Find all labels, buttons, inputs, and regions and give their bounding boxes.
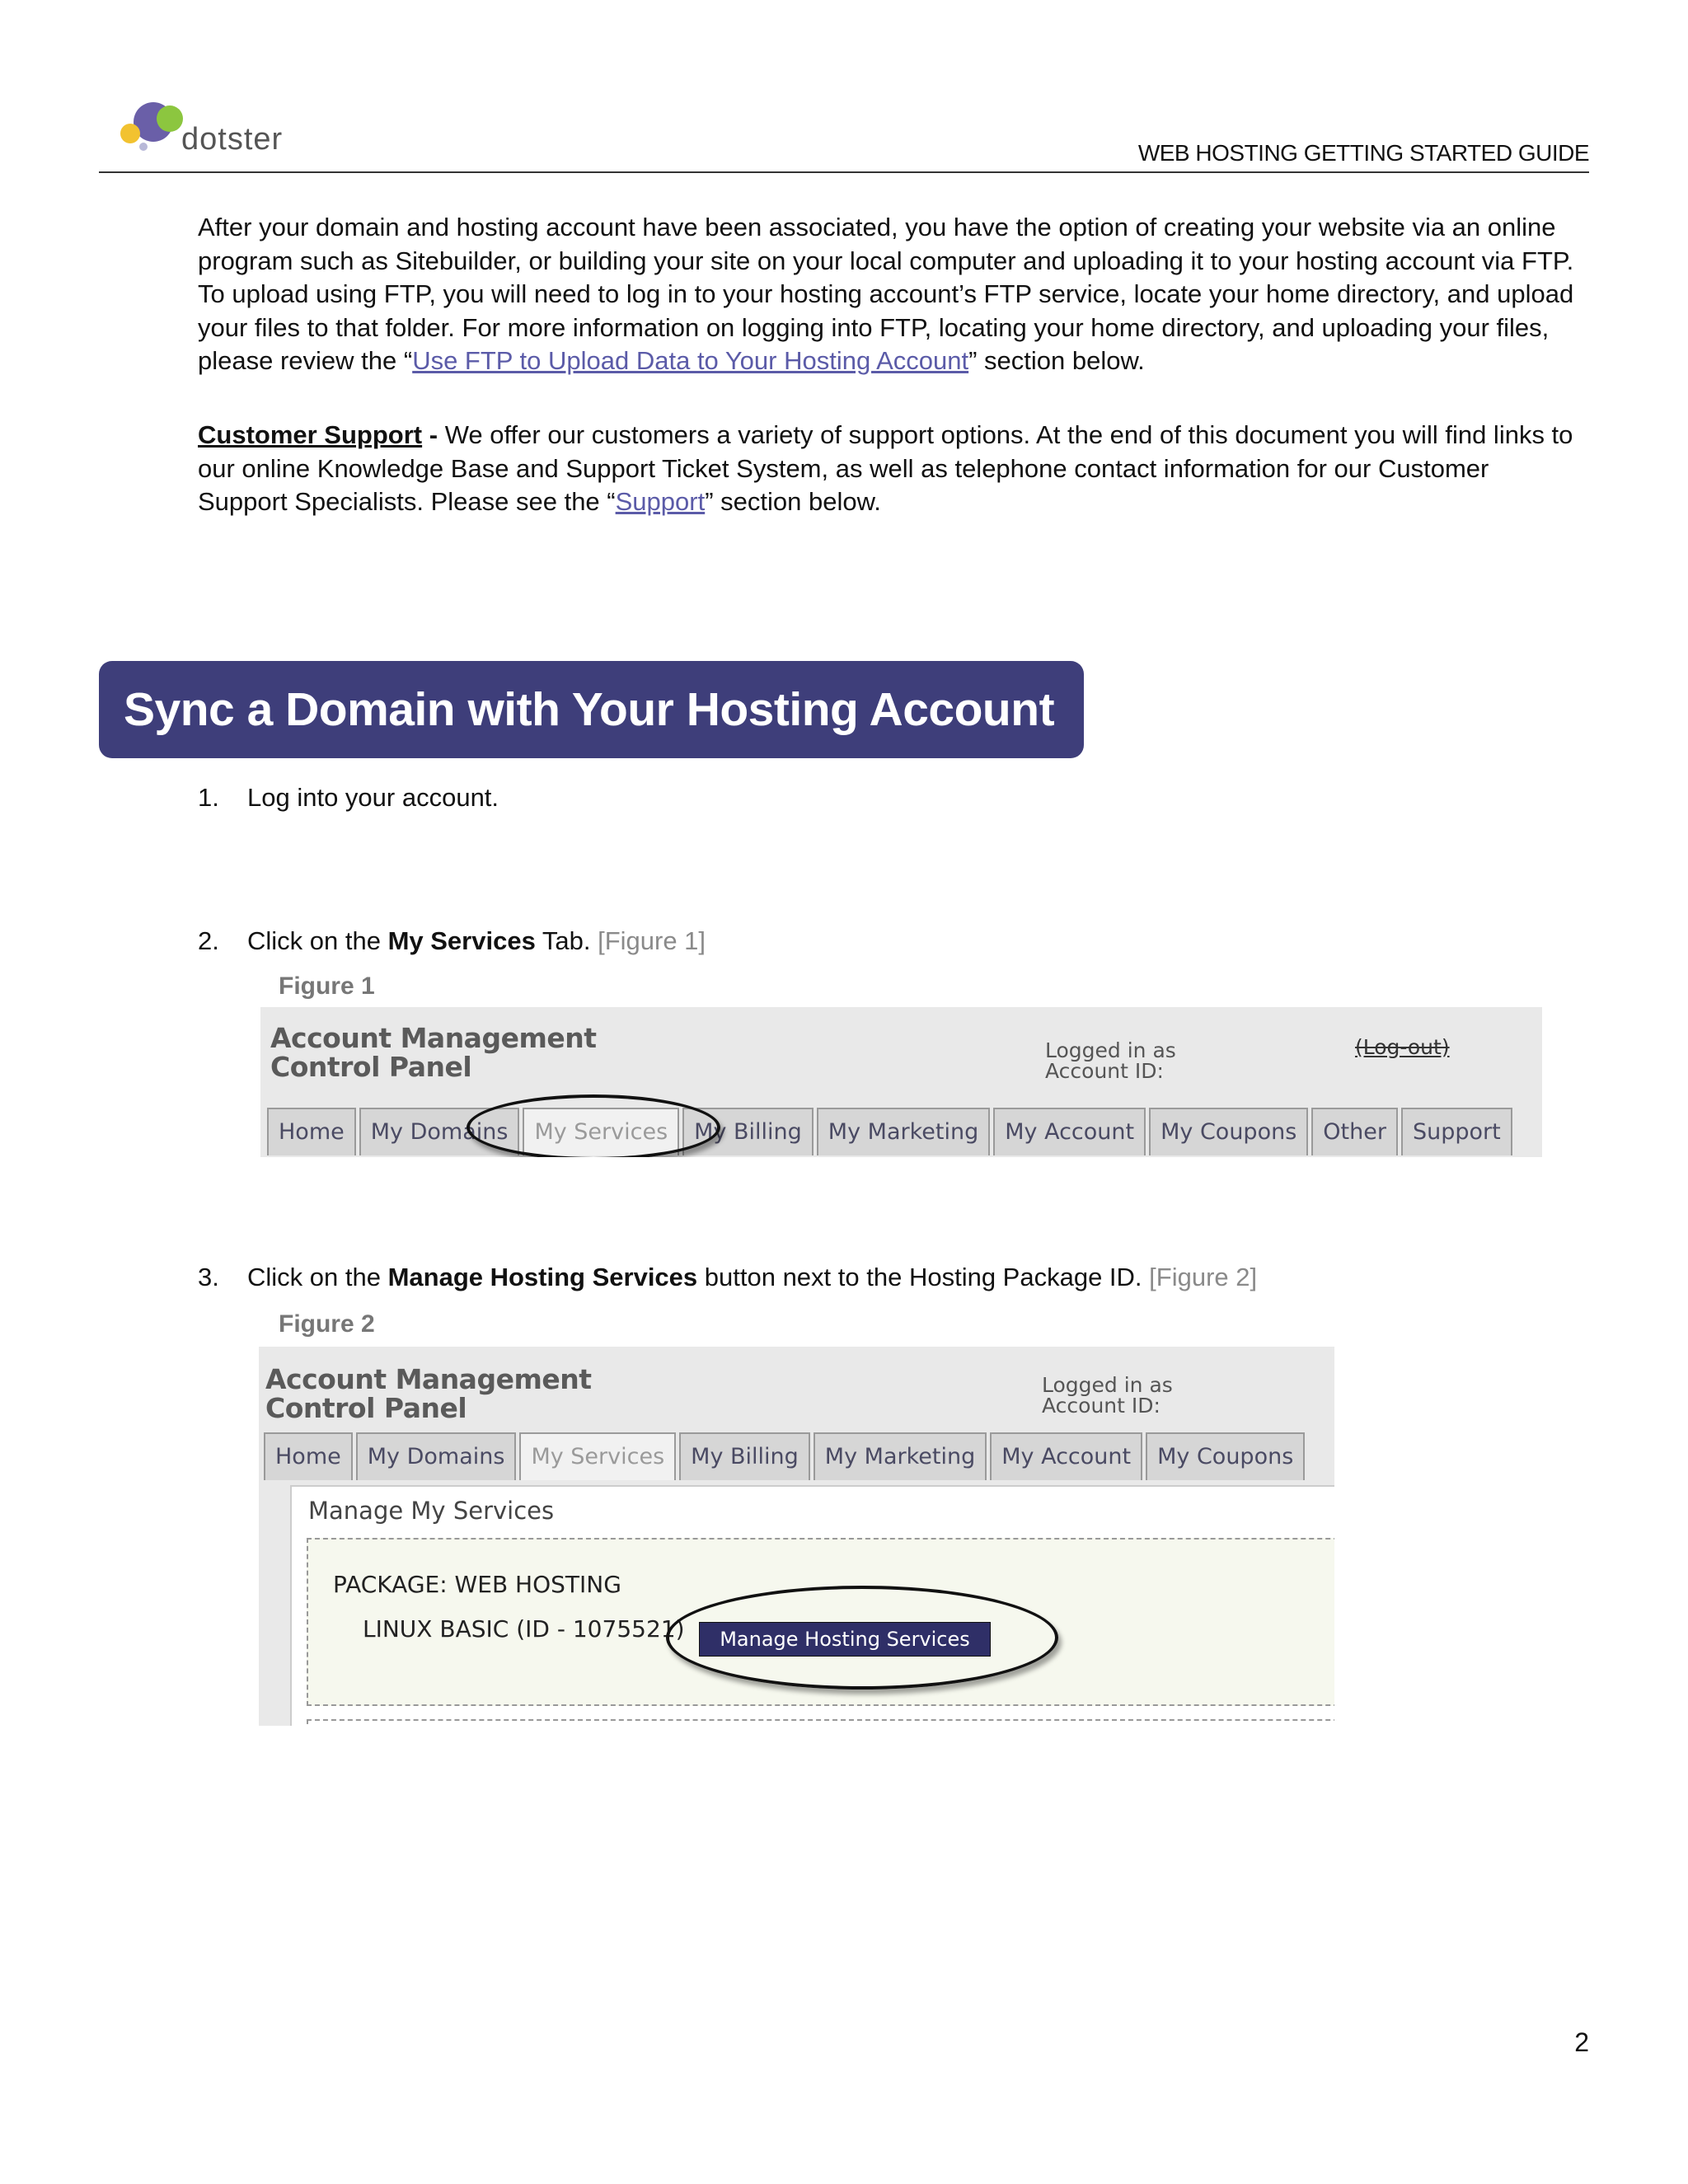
guide-title: WEB HOSTING GETTING STARTED GUIDE <box>1137 140 1589 166</box>
logged-in-line2: Account ID: <box>1045 1059 1164 1083</box>
section-banner <box>99 661 1084 758</box>
step-text: Log into your account. <box>247 783 499 812</box>
logged-in-info <box>1045 1040 1176 1081</box>
intro-text-end: ” section below. <box>968 346 1145 375</box>
step-text-post: Tab. <box>535 926 598 955</box>
dotster-logo <box>115 97 297 163</box>
step-bold: My Services <box>387 926 536 955</box>
panel-title-line1: Account Management <box>265 1363 592 1395</box>
ftp-section-link[interactable]: Use FTP to Upload Data to Your Hosting Account <box>412 346 969 375</box>
step-number: 2. <box>198 926 219 955</box>
step-bold: Manage Hosting Services <box>387 1263 698 1291</box>
dotster-logo-icon <box>115 97 190 163</box>
support-paragraph <box>198 419 1582 519</box>
figure-1-label: Figure 1 <box>279 972 375 1000</box>
panel-title-line2: Control Panel <box>265 1392 467 1424</box>
logout-link[interactable]: (Log-out) <box>1355 1035 1450 1059</box>
step-number: 1. <box>198 783 219 812</box>
figure-2-label: Figure 2 <box>279 1310 375 1338</box>
intro-text: After your domain and hosting account have been associated, you have the option of creating your website via an online program such as Sitebuilder, or building your site on your local computer and uploading it to your hosting account via FTP. To upload using FTP, you will need to log in to your hosting account’s FTP service, locate your home directory, and upload your files to that folder. For more information on logging into FTP, locating your home directory, and uploading your files, please review the “ <box>198 213 1574 375</box>
customer-support-label: Customer Support <box>198 420 423 449</box>
package-box <box>307 1538 1334 1706</box>
header-divider <box>99 171 1589 173</box>
logged-in-line2: Account ID: <box>1042 1394 1160 1418</box>
support-dash: - <box>422 420 445 449</box>
tab-support[interactable]: Support <box>1401 1108 1512 1155</box>
manage-services-title: Manage My Services <box>308 1497 555 1525</box>
manage-hosting-services-button[interactable]: Manage Hosting Services <box>699 1622 991 1657</box>
tab-my-marketing[interactable]: My Marketing <box>817 1108 990 1155</box>
tab-bar <box>264 1432 1305 1480</box>
package-id: LINUX BASIC (ID - 1075521) <box>363 1615 685 1643</box>
tab-other[interactable]: Other <box>1311 1108 1398 1155</box>
tab-my-account[interactable]: My Account <box>990 1432 1142 1480</box>
panel-title-line2: Control Panel <box>270 1051 472 1083</box>
support-text: We offer our customers a variety of support options. At the end of this document you will find links to our online Knowledge Base and Support Ticket System, as well as telephone contact information for our Customer Support Specialists. Please see the “ <box>198 420 1573 516</box>
tab-home[interactable]: Home <box>267 1108 356 1155</box>
panel-title-line1: Account Management <box>270 1022 597 1054</box>
tab-my-coupons[interactable]: My Coupons <box>1146 1432 1305 1480</box>
manage-services-panel <box>290 1485 1334 1726</box>
logged-in-line1: Logged in as <box>1042 1373 1173 1397</box>
tab-my-services[interactable]: My Services <box>519 1432 676 1480</box>
highlight-ellipse <box>467 1094 720 1157</box>
step-text: Click on the <box>247 1263 388 1291</box>
tab-my-domains[interactable]: My Domains <box>356 1432 517 1480</box>
support-section-link[interactable]: Support <box>615 487 706 516</box>
tab-my-billing[interactable]: My Billing <box>682 1108 814 1155</box>
support-text-end: ” section below. <box>705 487 881 516</box>
tab-home[interactable]: Home <box>264 1432 353 1480</box>
step-number: 3. <box>198 1263 219 1291</box>
step-text: Click on the <box>247 926 388 955</box>
figure-reference: [Figure 1] <box>598 926 706 955</box>
step-2 <box>198 926 706 956</box>
panel-title <box>265 1365 592 1422</box>
tab-my-account[interactable]: My Account <box>993 1108 1146 1155</box>
package-name: PACKAGE: WEB HOSTING <box>333 1571 621 1598</box>
highlight-ellipse <box>666 1586 1058 1690</box>
figure-2-screenshot <box>259 1347 1334 1726</box>
tab-my-coupons[interactable]: My Coupons <box>1149 1108 1308 1155</box>
step-1 <box>198 783 499 813</box>
tab-my-services[interactable]: My Services <box>523 1108 679 1155</box>
logged-in-line1: Logged in as <box>1045 1038 1176 1062</box>
page-number: 2 <box>1574 2027 1589 2057</box>
figure-1-screenshot <box>260 1007 1542 1157</box>
logo-wordmark: dotster <box>181 122 284 157</box>
tab-bar <box>267 1108 1512 1155</box>
tab-my-billing[interactable]: My Billing <box>679 1432 810 1480</box>
step-text-post: button next to the Hosting Package ID. <box>697 1263 1150 1291</box>
panel-title <box>270 1024 597 1081</box>
tab-my-domains[interactable]: My Domains <box>359 1108 520 1155</box>
step-3 <box>198 1263 1257 1292</box>
figure-reference: [Figure 2] <box>1149 1263 1258 1291</box>
section-title: Sync a Domain with Your Hosting Account <box>124 683 1055 736</box>
next-package-box <box>307 1719 1334 1726</box>
logged-in-info <box>1042 1375 1173 1416</box>
tab-my-marketing[interactable]: My Marketing <box>814 1432 987 1480</box>
intro-paragraph <box>198 211 1582 378</box>
